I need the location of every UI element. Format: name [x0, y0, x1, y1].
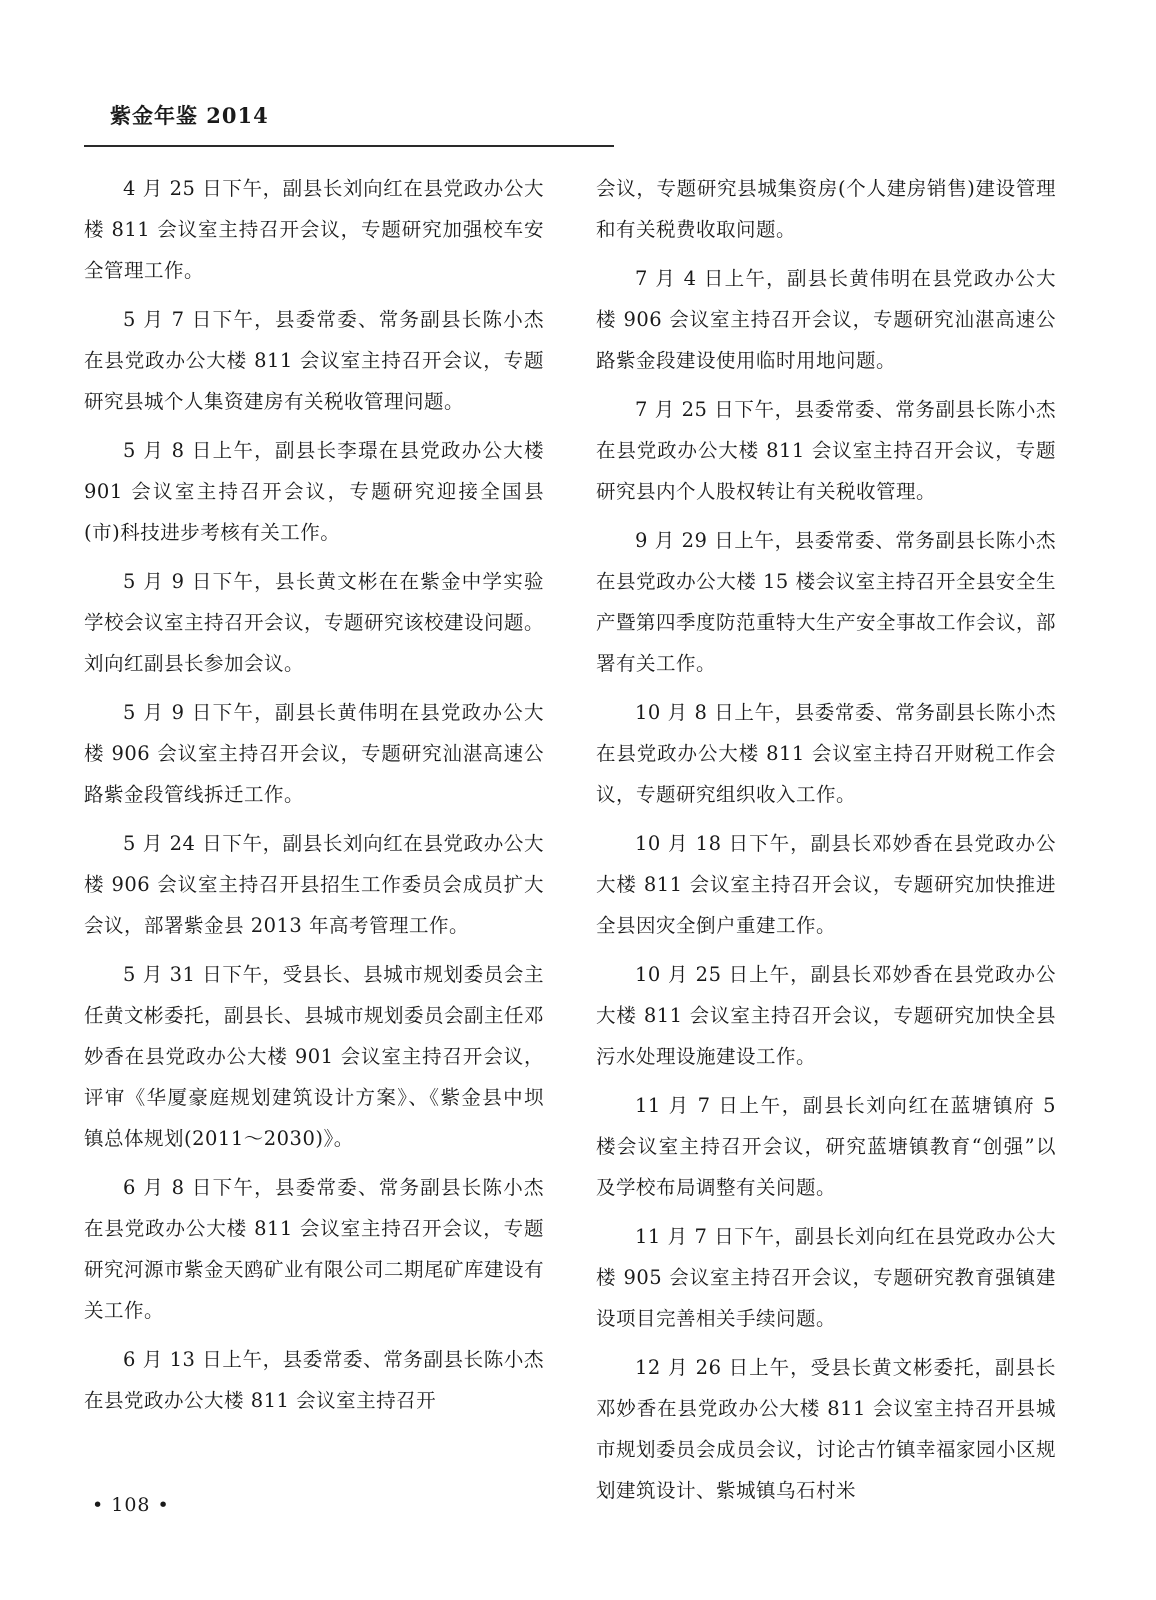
continued-paragraph: 会议，专题研究县城集资房(个人建房销售)建设管理和有关税费收取问题。: [596, 177, 1056, 241]
entry-paragraph: 5 月 9 日下午，县长黄文彬在在紫金中学实验学校会议室主持召开会议，专题研究该校建设问题。刘向红副县长参加会议。: [84, 570, 545, 675]
entry-paragraph: 11 月 7 日下午，副县长刘向红在县党政办公大楼 905 会议室主持召开会议，专题研究教育强镇建设项目完善相关手续问题。: [596, 1225, 1056, 1330]
entry-paragraph: 5 月 24 日下午，副县长刘向红在县党政办公大楼 906 会议室主持召开县招生工作委员会成员扩大会议，部署紫金县 2013 年高考管理工作。: [84, 832, 544, 937]
entry-paragraph: 12 月 26 日上午，受县长黄文彬委托，副县长邓妙香在县党政办公大楼 811 会议室主持召开县城市规划委员会成员会议，讨论古竹镇幸福家园小区规划建筑设计、紫城镇乌石村米: [596, 1356, 1057, 1502]
entry-paragraph: 5 月 7 日下午，县委常委、常务副县长陈小杰在县党政办公大楼 811 会议室主持召开会议，专题研究县城个人集资建房有关税收管理问题。: [84, 308, 544, 413]
entry-paragraph: 5 月 31 日下午，受县长、县城市规划委员会主任黄文彬委托，副县长、县城市规划委员会副主任邓妙香在县党政办公大楼 901 会议室主持召开会议，评审《华厦豪庭规划建筑设计方案》、《紫金县中坝镇总体规划(2011～2030)》。: [84, 963, 545, 1150]
page-number: • 108 •: [92, 1494, 170, 1516]
entry-paragraph: 4 月 25 日下午，副县长刘向红在县党政办公大楼 811 会议室主持召开会议，专题研究加强校车安全管理工作。: [84, 177, 544, 282]
right-column: [596, 168, 1056, 1519]
entry-paragraph: 6 月 13 日上午，县委常委、常务副县长陈小杰在县党政办公大楼 811 会议室主持召开: [84, 1348, 544, 1412]
entry-paragraph: 6 月 8 日下午，县委常委、常务副县长陈小杰在县党政办公大楼 811 会议室主持召开会议，专题研究河源市紫金天鸥矿业有限公司二期尾矿库建设有关工作。: [84, 1176, 545, 1322]
left-column: [84, 168, 544, 1429]
entry-paragraph: 7 月 4 日上午，副县长黄伟明在县党政办公大楼 906 会议室主持召开会议，专题研究汕湛高速公路紫金段建设使用临时用地问题。: [596, 267, 1056, 372]
entry-paragraph: 10 月 8 日上午，县委常委、常务副县长陈小杰在县党政办公大楼 811 会议室主持召开财税工作会议，专题研究组织收入工作。: [596, 701, 1056, 806]
entry-paragraph: 10 月 25 日上午，副县长邓妙香在县党政办公大楼 811 会议室主持召开会议，专题研究加快全县污水处理设施建设工作。: [596, 963, 1056, 1068]
entry-paragraph: 11 月 7 日上午，副县长刘向红在蓝塘镇府 5 楼会议室主持召开会议，研究蓝塘镇教育“创强”以及学校布局调整有关问题。: [596, 1094, 1056, 1199]
entry-paragraph: 9 月 29 日上午，县委常委、常务副县长陈小杰在县党政办公大楼 15 楼会议室主持召开全县安全生产暨第四季度防范重特大生产安全事故工作会议，部署有关工作。: [596, 529, 1057, 675]
entry-paragraph: 5 月 9 日下午，副县长黄伟明在县党政办公大楼 906 会议室主持召开会议，专题研究汕湛高速公路紫金段管线拆迁工作。: [84, 701, 544, 806]
running-title: 紫金年鉴 2014: [110, 103, 269, 128]
entry-paragraph: 5 月 8 日上午，副县长李璟在县党政办公大楼 901 会议室主持召开会议，专题研究迎接全国县(市)科技进步考核有关工作。: [84, 439, 544, 544]
entry-paragraph: 7 月 25 日下午，县委常委、常务副县长陈小杰在县党政办公大楼 811 会议室主持召开会议，专题研究县内个人股权转让有关税收管理。: [596, 398, 1056, 503]
entry-paragraph: 10 月 18 日下午，副县长邓妙香在县党政办公大楼 811 会议室主持召开会议，专题研究加快推进全县因灾全倒户重建工作。: [596, 832, 1056, 937]
header-rule: [84, 145, 614, 147]
